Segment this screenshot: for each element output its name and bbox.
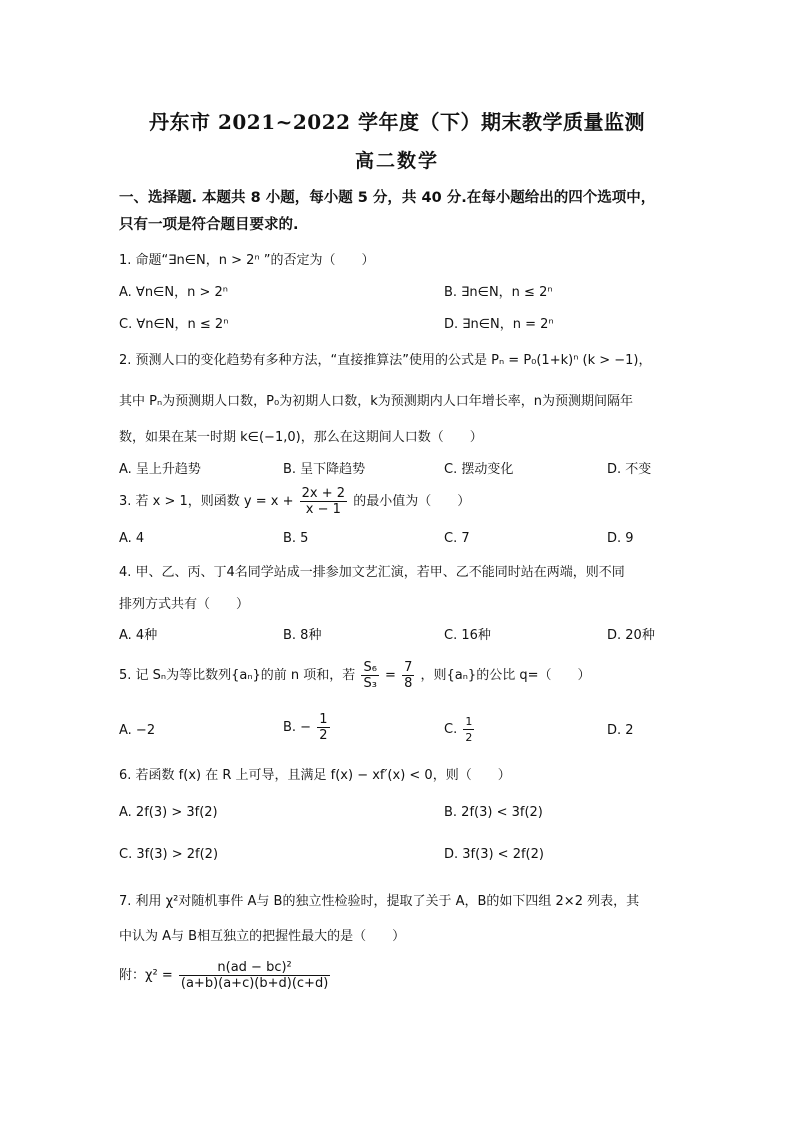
question-1-option-d: D. ∃n∈N，n = 2ⁿ [444,317,554,332]
question-6-option-b: B. 2f(3) < 3f(2) [444,805,543,820]
question-5-fraction-s6-s3 [361,660,378,691]
question-2-line-1: 2. 预测人口的变化趋势有多种方法，“直接推算法”使用的公式是 Pₙ = P₀(1+k)ⁿ (k > −1)， [119,353,652,368]
question-5-option-d: D. 2 [607,723,634,738]
question-7-line-1: 7. 利用 χ²对随机事件 A与 B的独立性检验时，提取了关于 A，B的如下四组 2×2 列表，其 [119,894,640,909]
question-6-option-a: A. 2f(3) > 3f(2) [119,805,218,820]
fraction-denominator: 2 [465,731,473,744]
question-5-option-b [283,712,332,743]
question-4-option-c: C. 16种 [444,628,491,643]
question-1-option-a: A. ∀n∈N，n > 2ⁿ [119,285,228,300]
question-3-fraction [300,486,347,517]
question-5-option-a: A. −2 [119,723,156,738]
question-7-formula [119,960,332,991]
question-5-stem-start: 5. 记 Sₙ为等比数列{aₙ}的前 n 项和，若 [119,668,356,683]
question-7-line-2: 中认为 A与 B相互独立的把握性最大的是（ ） [119,929,406,944]
option-c-prefix: C. [444,722,458,737]
question-5-option-c [444,714,476,745]
fraction-numerator: 7 [404,660,413,675]
question-4-option-b: B. 8种 [283,628,322,643]
question-5-stem-end: ，则{aₙ}的公比 q=（ ） [420,668,591,683]
question-6-stem: 6. 若函数 f(x) 在 R 上可导，且满足 f(x) − xf′(x) < 0，则（ ） [119,768,511,783]
question-3-stem-end: 的最小值为（ ） [353,494,471,509]
section-heading-line-1: 一、选择题. 本题共 8 小题，每小题 5 分，共 40 分.在每小题给出的四个选项中， [119,190,656,206]
question-4-option-d: D. 20种 [607,628,655,643]
fraction-numerator: 1 [465,715,473,728]
fraction-numerator: 1 [319,712,328,727]
page-subtitle: 高二数学 [354,150,439,172]
question-2-option-b: B. 呈下降趋势 [283,462,366,477]
fraction-denominator: 2 [319,728,328,743]
question-6-option-c: C. 3f(3) > 2f(2) [119,847,219,862]
question-3-option-b: B. 5 [283,531,309,546]
question-3-option-c: C. 7 [444,531,470,546]
question-2-line-2: 其中 Pₙ为预测期人口数，P₀为初期人口数，k为预测期内人口年增长率，n为预测期间隔年 [119,394,633,409]
fraction-denominator: 8 [404,676,413,691]
question-4-option-a: A. 4种 [119,628,158,643]
question-5-stem [119,660,590,691]
formula-prefix: 附：χ² = [119,968,173,983]
fraction-denominator: S₃ [363,676,377,691]
question-2-option-c: C. 摆动变化 [444,462,514,477]
fraction-denominator: x − 1 [305,502,341,517]
question-2-option-d: D. 不变 [607,462,652,477]
fraction-denominator: (a+b)(a+c)(b+d)(c+d) [180,976,329,991]
option-b-fraction [317,712,329,743]
page-title: 丹东市 2021~2022 学年度（下）期末教学质量监测 [148,110,645,134]
question-6-option-d: D. 3f(3) < 2f(2) [444,847,544,862]
question-1-option-c: C. ∀n∈N，n ≤ 2ⁿ [119,317,229,332]
question-1-stem: 1. 命题“∃n∈N，n > 2ⁿ ”的否定为（ ） [119,253,375,268]
question-4-line-1: 4. 甲、乙、丙、丁4名同学站成一排参加文艺汇演，若甲、乙不能同时站在两端，则不同 [119,565,625,580]
fraction-numerator: 2x + 2 [301,486,346,501]
question-3-stem [119,486,470,517]
question-3-stem-start: 3. 若 x > 1，则函数 y = x + [119,494,294,509]
question-3-option-a: A. 4 [119,531,145,546]
question-4-line-2: 排列方式共有（ ） [119,597,250,612]
section-heading-line-2: 只有一项是符合题目要求的. [119,217,299,233]
option-c-fraction [463,714,474,745]
fraction-numerator: S₆ [363,660,377,675]
question-2-line-3: 数，如果在某一时期 k∈(−1,0)，那么在这期间人口数（ ） [119,430,483,445]
question-5-fraction-7-8 [402,660,414,691]
question-5-equals: = [385,668,396,683]
chi-square-fraction [179,960,330,991]
question-3-option-d: D. 9 [607,531,634,546]
fraction-numerator: n(ad − bc)² [179,960,330,976]
question-1-option-b: B. ∃n∈N，n ≤ 2ⁿ [444,285,553,300]
question-2-option-a: A. 呈上升趋势 [119,462,201,477]
option-b-prefix: B. − [283,720,312,735]
